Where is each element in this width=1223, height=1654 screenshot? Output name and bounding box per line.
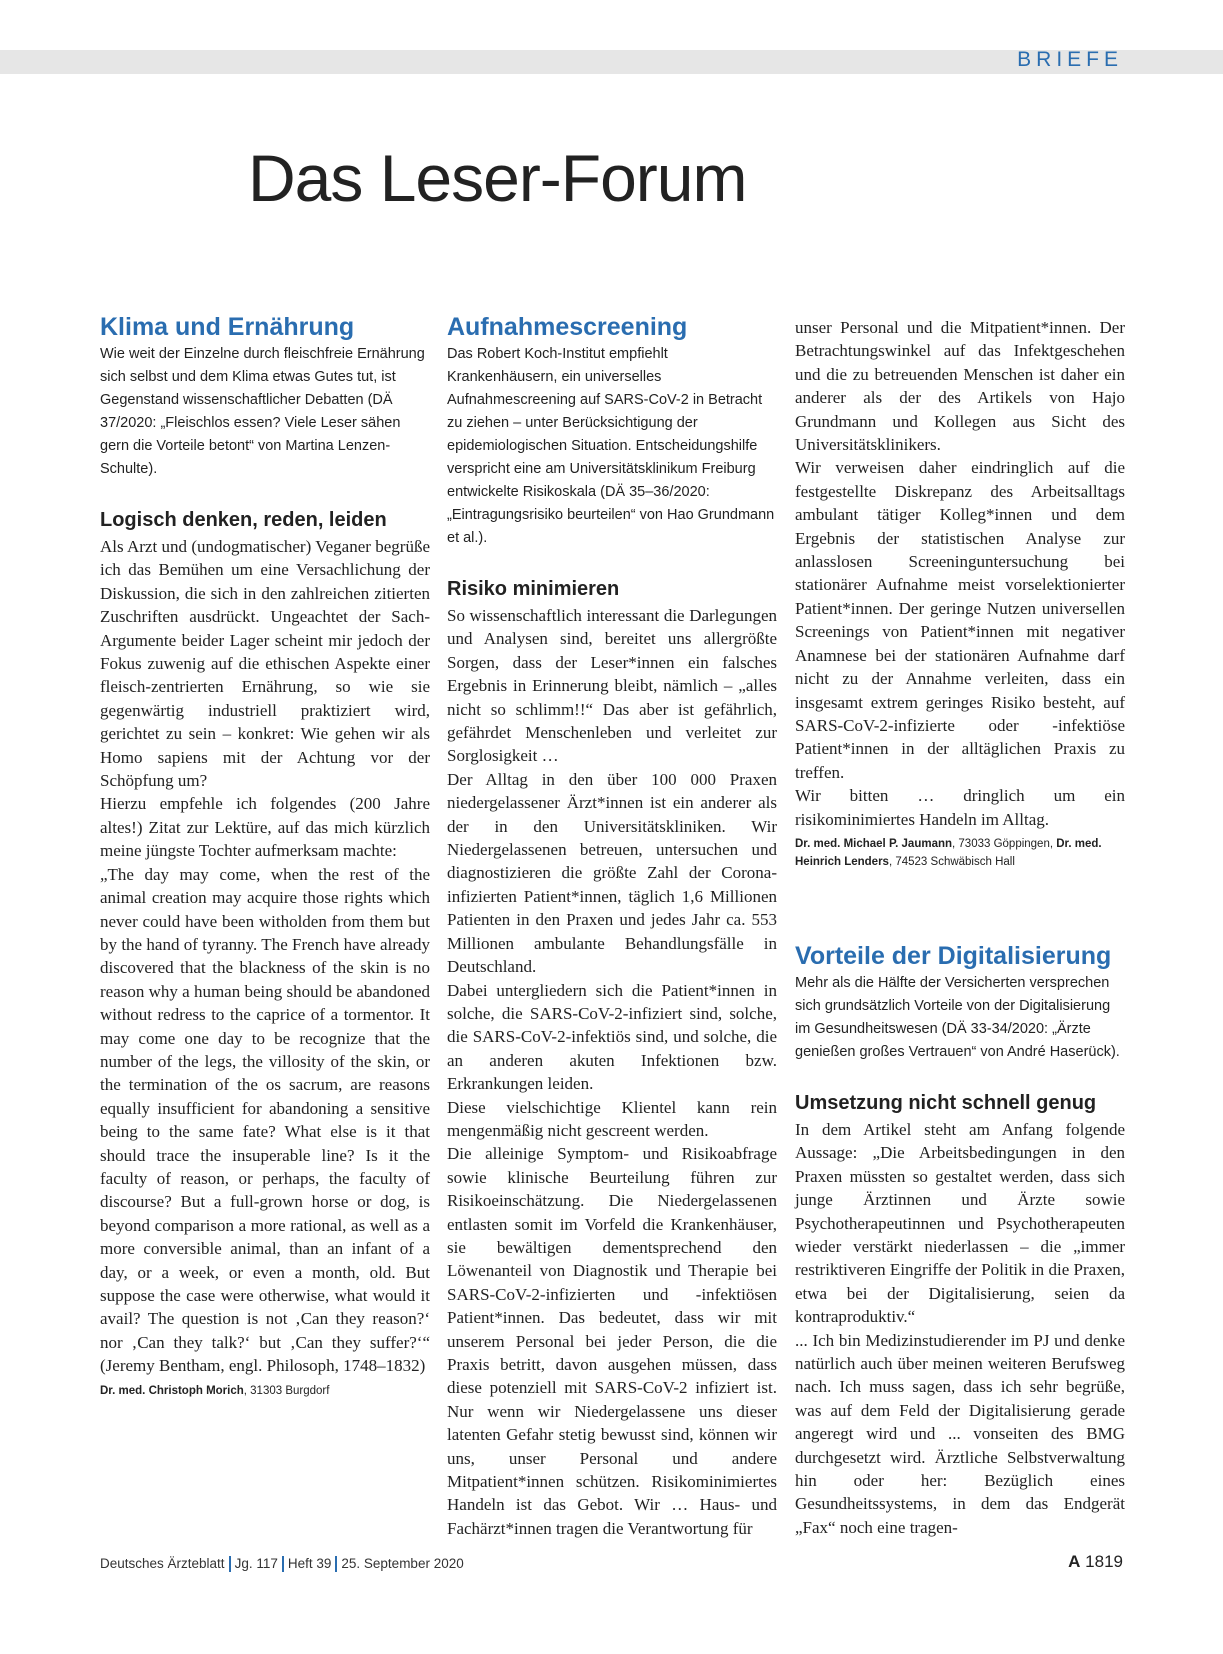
letter-continuation — [795, 316, 1125, 831]
topic-heading: Klima und Ernährung — [100, 313, 355, 341]
author-name: Dr. med. Christoph Morich — [100, 1384, 244, 1397]
letter-heading: Umsetzung nicht schnell genug — [795, 1091, 1097, 1114]
issue: Heft 39 — [287, 1556, 332, 1571]
separator — [229, 1556, 231, 1572]
author-place: , 31303 Burgdorf — [243, 1384, 330, 1397]
author-place: , 74523 Schwäbisch Hall — [888, 855, 1015, 868]
paragraph: So wissenschaftlich interessant die Darlegungen und Analysen sind, bereitet uns allergrößte Sorgen, dass der Leser*innen ein falsches Ergebnis in Erinnerung bleibt, nämlich – „alles nicht so schlimm!!“ Das aber ist gefährlich, gefährdet Menschenleben und verleitet zur Sorglosigkeit … — [447, 606, 777, 766]
section-label: BRIEFE — [1017, 48, 1123, 71]
paragraph: unser Personal und die Mitpatient*innen. Der Betrachtungswinkel auf das Infektgeschehen und die zu betreuenden Menschen ist daher ein anderer als der des Artikels von Hajo Grundmann und Kollegen aus Sicht des Universitätsklinikers. — [795, 318, 1125, 455]
topic-intro: Wie weit der Einzelne durch fleischfreie Ernährung sich selbst und dem Klima etwas Gutes tut, ist Gegenstand wissenschaftlicher Debatten (DÄ 37/2020: „Fleischlos essen? Viele Leser sähen gern die Vorteile betont“ von Martina Lenzen-Schulte). — [100, 346, 425, 477]
topic-intro: Das Robert Koch-Institut empfiehlt Krankenhäusern, ein universelles Aufnahmescreening auf SARS-CoV-2 in Betracht zu ziehen – unter Berücksichtigung der epidemiologischen Situation. Entscheidungshilfe verspricht eine am Universitätsklinikum Freiburg entwickelte Risikoskala (DÄ 35–36/2020: „Eintragungsrisiko beurteilen“ von Hao Grundmann et al.). — [447, 346, 775, 546]
author-place: , 73033 Göppingen, — [952, 837, 1057, 850]
paragraph: In dem Artikel steht am Anfang folgende Aussage: „Die Arbeitsbedingungen in den Praxen müssten so gestaltet werden, dass sich junge Ärztinnen und Ärzte sowie Psychotherapeutinnen und Psychotherapeuten wieder verstärkt niederlassen – die „immer restriktiveren Eingriffe der Politik in die Praxen, etwa bei der Digitalisierung, seien da kontraproduktiv.“ — [795, 1119, 1125, 1327]
column-1 — [100, 312, 430, 1400]
paragraph: Die alleinige Symptom- und Risikoabfrage sowie klinische Beurteilung führen zur Risikoeinschätzung. Die Niedergelassenen entlasten somit im Vorfeld die Krankenhäuser, sie bewältigen dementsprechend den Löwenanteil von Diagnostik und Therapie bei SARS-CoV-2-infizierten und -infektiösen Patient*innen. Das bedeutet, dass wir mit unserem Personal bei jeder Person, die die Praxis betritt, davon ausgehen müssen, dass diese potenziell mit SARS-CoV-2 infiziert ist. Nur wenn wir Niedergelassene uns dieser latenten Gefahr stetig bewusst sind, können wir uns, unser Personal und andere Mitpatient*innen schützen. Risikominimiertes Handeln ist das Gebot. Wir … Haus- und Fachärzt*innen tragen die Verantwortung für — [447, 1144, 777, 1538]
paragraph: ... Ich bin Medizinstudierender im PJ und denke natürlich auch über meinen weiteren Berufsweg nach. Ich muss sagen, dass ich sehr begrüße, was auf dem Feld der Digitalisierung gerade angeregt wird und ... vonseiten des BMG durchgesetzt wird. Ärztliche Selbstverwaltung hin oder her: Bezüglich eines Gesundheitssystems, in dem das Endgerät „Fax“ noch eine tragen- — [795, 1330, 1125, 1537]
page-number-value: 1819 — [1085, 1552, 1123, 1571]
paragraph: „The day may come, when the rest of the animal creation may acquire those rights which never could have been witholden from them but by the hand of tyranny. The French have already discovered that the blackness of the skin is no reason why a human being should be abandoned without redress to the caprice of a tormentor. It may come one day to be recognize that the number of the legs, the villosity of the skin, or the termination of the os sacrum, are reasons equally insufficient for abandoning a sensitive being to the same fate? What else is it that should trace the insuperable line? Is it the faculty of reason, or perhaps, the faculty of discourse? But a full-grown horse or dog, is beyond comparison a more rational, as well as a more conversible animal, than an infant of a day, or a week, or even a month, old. But suppose the case were otherwise, what would it avail? The question is not ‚Can they reason?‘ nor ‚Can they talk?‘ but ‚Can they suffer?‘“ (Jeremy Bentham, engl. Philosoph, 1748–1832) — [100, 864, 430, 1376]
letter-heading: Risiko minimieren — [447, 578, 620, 600]
separator — [282, 1556, 284, 1572]
letter-body — [447, 604, 777, 1540]
volume: Jg. 117 — [234, 1556, 278, 1571]
paragraph: Diese vielschichtige Klientel kann rein mengenmäßig nicht gescreent werden. — [447, 1097, 777, 1140]
separator — [335, 1556, 337, 1572]
paragraph: Wir verweisen daher eindringlich auf die festgestellte Diskrepanz des Arbeitsalltags ambulant tätiger Kolleg*innen und dem Ergebnis der statistischen Analyse zur anlasslosen Screeninguntersuchung bei stationärer Aufnahme meist vorselektionierter Patient*innen. Der geringe Nutzen universellen Screenings von Patient*innen mit negativer Anamnese bei der stationären Aufnahme darf nicht zu der Annahme verleiten, dass ein insgesamt extrem geringes Risiko besteht, auf SARS-CoV-2-infizierte oder -infektiöse Patient*innen in der alltäglichen Praxis zu treffen. — [795, 458, 1125, 782]
paragraph: Der Alltag in den über 100 000 Praxen niedergelassener Ärzt*innen ist ein anderer als der in den Universitätskliniken. Wir Niedergelassenen betreuen, untersuchen und diagnostizieren die größte Zahl der Corona-infizierten Patient*innen, täglich 1,6 Millionen Patienten in den Praxen und jedes Jahr ca. 553 Millionen ambulante Behandlungsfälle in Deutschland. — [447, 769, 777, 977]
page-title: Das Leser-Forum — [248, 141, 747, 215]
author-name: Dr. med. Michael P. Jaumann — [795, 837, 953, 850]
letter-body — [795, 1118, 1125, 1539]
page-number — [1068, 1552, 1123, 1572]
page-prefix: A — [1068, 1552, 1081, 1571]
paragraph: Als Arzt und (undogmatischer) Veganer begrüße ich das Bemühen um eine Versachlichung der Diskussion, die sich in den zahlreichen zitierten Zuschriften ausdrückt. Ungeachtet der Sach-Argumente beider Lager scheint mir jedoch der Fokus zuwenig auf die ethischen Aspekte einer fleisch-zentrierten Ernährung, so wie sie gegenwärtig industriell praktiziert wird, gerichtet zu sein – konkret: Wie gehen wir als Homo sapiens mit der Achtung vor der Schöpfung um? — [100, 537, 430, 791]
topic-heading: Aufnahmescreening — [447, 313, 688, 341]
paragraph: Hierzu empfehle ich folgendes (200 Jahre altes!) Zitat zur Lektüre, auf das mich kürzlich meine jüngste Tochter aufmerksam machte: — [100, 794, 430, 861]
paragraph: Wir bitten … dringlich um ein risikominimiertes Handeln im Alltag. — [795, 786, 1125, 829]
letter-signature — [100, 1382, 430, 1400]
topic-heading: Vorteile der Digitalisierung — [795, 941, 1112, 970]
author-name: Dr. med. Heinrich Lenders — [795, 837, 1102, 868]
column-3 — [795, 316, 1125, 1539]
letter-heading: Logisch denken, reden, leiden — [100, 509, 387, 531]
paragraph: Dabei untergliedern sich die Patient*innen in solche, die SARS-CoV-2-infiziert sind, solche, die SARS-CoV-2-infektiös sind, und solche, die an anderen akuten Infektionen bzw. Erkrankungen leiden. — [447, 980, 777, 1094]
topic-intro: Mehr als die Hälfte der Versicherten versprechen sich grundsätzlich Vorteile von der Digitalisierung im Gesundheitswesen (DÄ 33-34/2020: „Ärzte genießen großes Vertrauen“ von André Haserück). — [795, 974, 1120, 1060]
footer-citation — [100, 1556, 464, 1572]
letter-body — [100, 535, 430, 1378]
issue-date: 25. September 2020 — [341, 1556, 464, 1571]
column-2 — [447, 312, 777, 1540]
letter-signature — [795, 835, 1125, 871]
journal-name: Deutsches Ärzteblatt — [100, 1556, 225, 1571]
